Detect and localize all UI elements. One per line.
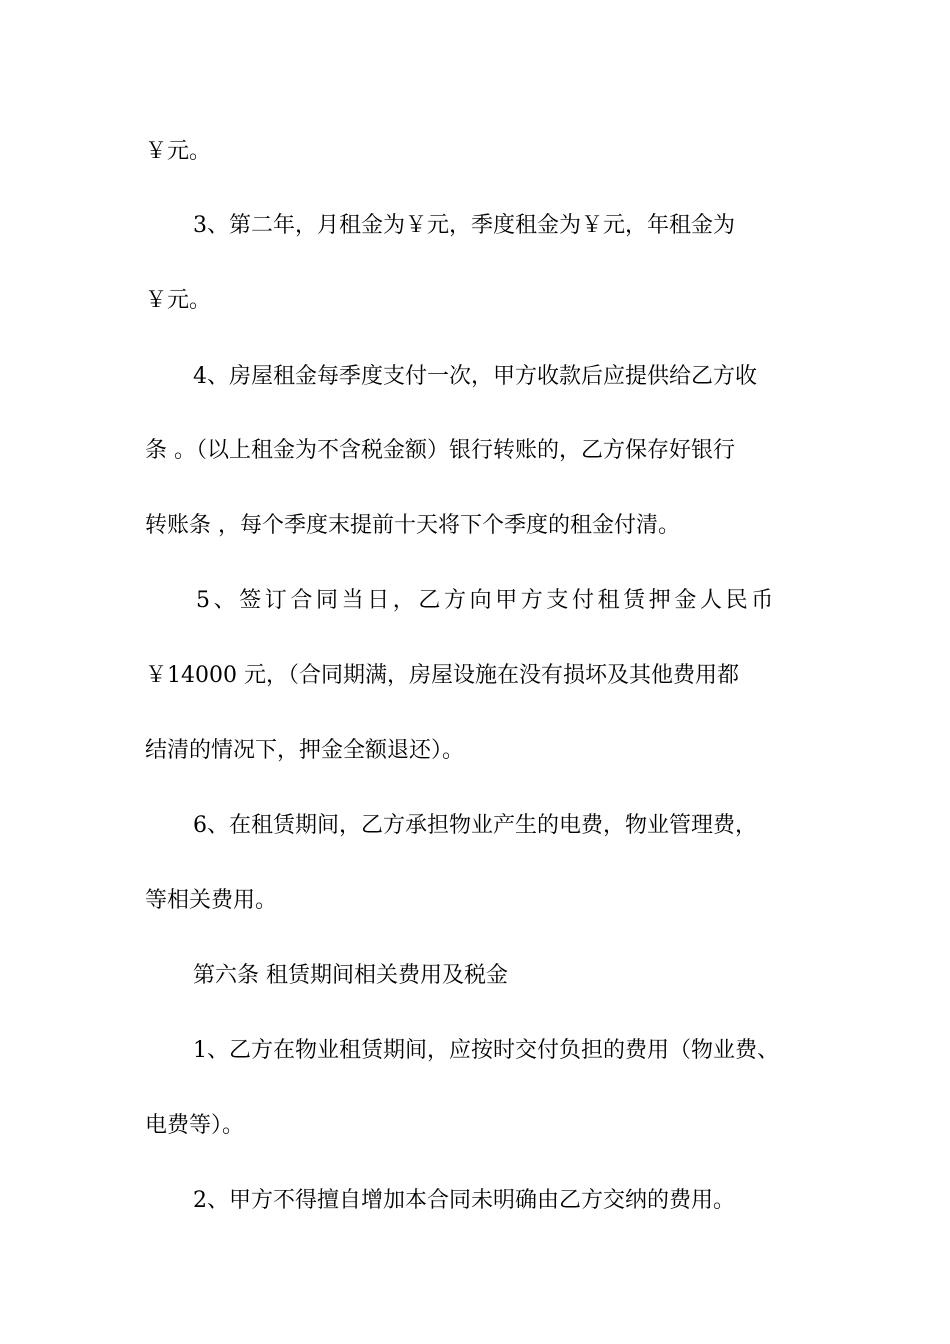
- section-heading: 第六条 租赁期间相关费用及税金: [193, 963, 508, 988]
- paragraph-line: 电费等）。: [145, 1113, 245, 1138]
- paragraph-line: 6、在租赁期间，乙方承担物业产生的电费，物业管理费，: [193, 813, 757, 838]
- paragraph-line: ￥14000 元，（合同期满，房屋设施在没有损坏及其他费用都: [145, 663, 739, 688]
- paragraph-line: 结清的情况下，押金全额退还）。: [145, 738, 465, 763]
- paragraph-line: 1、乙方在物业租赁期间，应按时交付负担的费用（物业费、: [193, 1038, 779, 1063]
- paragraph-line: 条 。（以上租金为不含税金额）银行转账的，乙方保存好银行: [145, 438, 735, 463]
- paragraph-line: 5、签订合同当日，乙方向甲方支付租赁押金人民币: [196, 588, 777, 613]
- paragraph-line: ￥元。: [145, 288, 212, 313]
- paragraph-line: 4、房屋租金每季度支付一次，甲方收款后应提供给乙方收: [193, 364, 757, 389]
- paragraph-line: 3、第二年，月租金为￥元，季度租金为￥元，年租金为: [193, 213, 735, 238]
- paragraph-line: 转账条 ，每个季度末提前十天将下个季度的租金付清。: [145, 513, 680, 538]
- paragraph-line: 等相关费用。: [145, 888, 278, 913]
- paragraph-line: 2、甲方不得擅自增加本合同未明确由乙方交纳的费用。: [193, 1188, 735, 1213]
- paragraph-line: ￥元。: [145, 139, 212, 164]
